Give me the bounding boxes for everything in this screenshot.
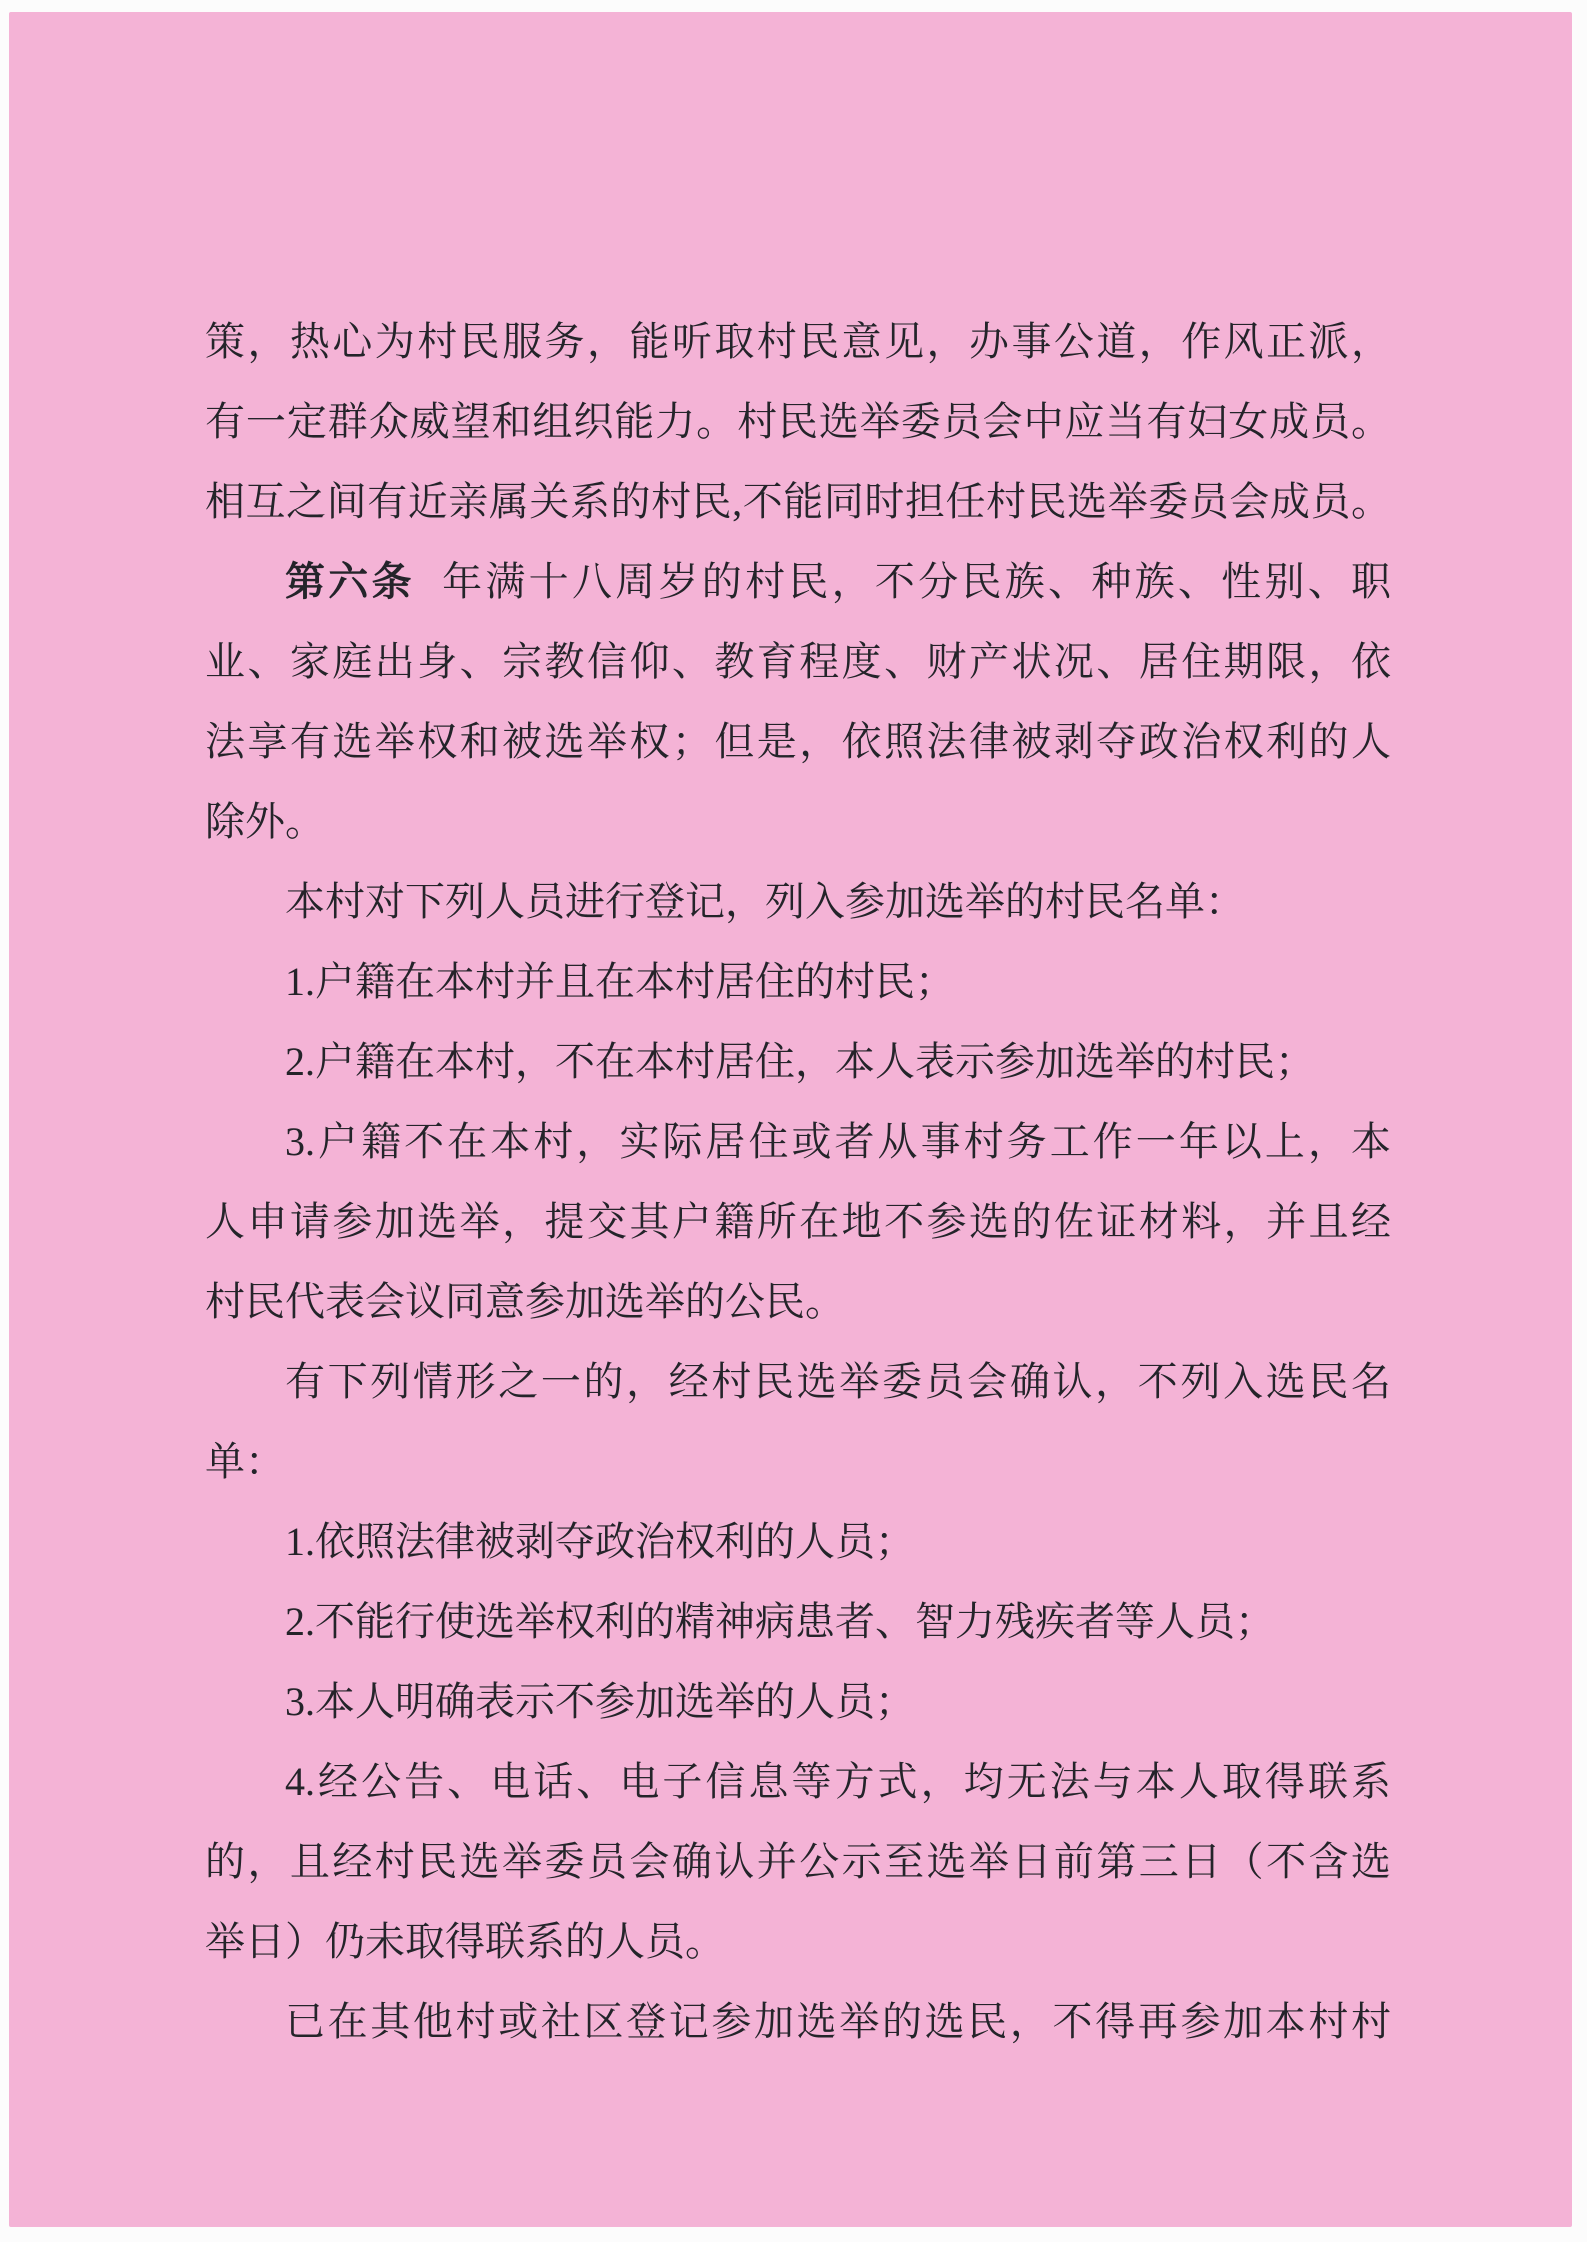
text-line: 有一定群众威望和组织能力。村民选举委员会中应当有妇女成员。: [205, 399, 1391, 444]
text-line: 策，热心为村民服务，能听取村民意见，办事公道，作风正派，: [205, 319, 1391, 364]
text-line: 人申请参加选举，提交其户籍所在地不参选的佐证材料，并且经: [205, 1199, 1391, 1244]
text-line: 的，且经村民选举委员会确认并公示至选举日前第三日（不含选: [205, 1839, 1391, 1884]
text-line: [205, 542, 1391, 622]
text-line: 2.户籍在本村，不在本村居住，本人表示参加选举的村民；: [285, 1039, 1315, 1084]
paper-sheet: [9, 12, 1572, 2227]
text-line: 相互之间有近亲属关系的村民,不能同时担任村民选举委员会成员。: [205, 479, 1391, 524]
text-line: 1.户籍在本村并且在本村居住的村民；: [285, 959, 955, 1004]
text-line: 1.依照法律被剥夺政治权利的人员；: [285, 1519, 915, 1564]
text-line: 2.不能行使选举权利的精神病患者、智力残疾者等人员；: [285, 1599, 1275, 1644]
text-line: 3.户籍不在本村，实际居住或者从事村务工作一年以上，本: [285, 1119, 1391, 1164]
document-body: [205, 302, 1391, 2062]
article-six-label: 第六条: [285, 559, 415, 604]
text-line: 4.经公告、电话、电子信息等方式，均无法与本人取得联系: [285, 1759, 1391, 1804]
text-line: 有下列情形之一的，经村民选举委员会确认，不列入选民名: [285, 1359, 1391, 1404]
text-line: 村民代表会议同意参加选举的公民。: [205, 1279, 845, 1324]
text-line: 本村对下列人员进行登记，列入参加选举的村民名单：: [285, 879, 1245, 924]
text-line: 法享有选举权和被选举权；但是，依照法律被剥夺政治权利的人: [205, 719, 1391, 764]
text-line: 已在其他村或社区登记参加选举的选民，不得再参加本村村: [285, 1999, 1391, 2044]
text-line: 单：: [205, 1439, 285, 1484]
text-line: 3.本人明确表示不参加选举的人员；: [285, 1679, 915, 1724]
article-six-text: 年满十八周岁的村民，不分民族、种族、性别、职: [438, 559, 1392, 604]
text-line: 举日）仍未取得联系的人员。: [205, 1919, 725, 1964]
text-line: 业、家庭出身、宗教信仰、教育程度、财产状况、居住期限，依: [205, 639, 1391, 684]
text-line: 除外。: [205, 799, 325, 844]
